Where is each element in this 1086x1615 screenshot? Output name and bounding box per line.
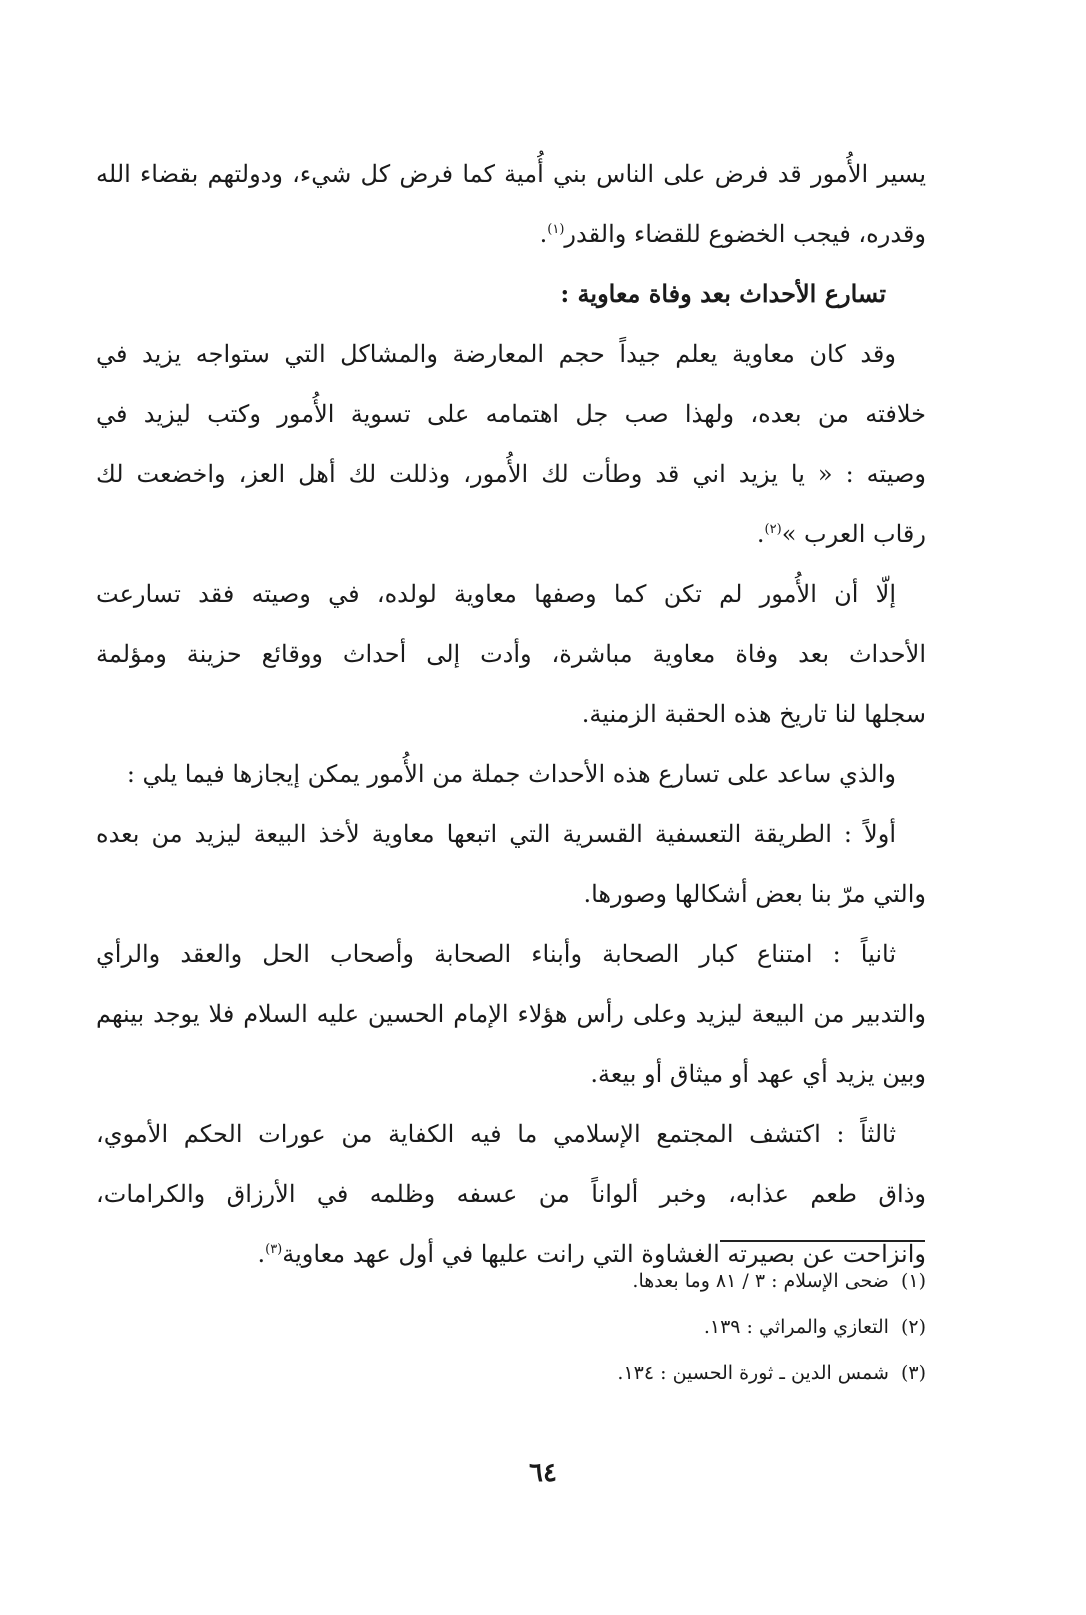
page-number: ٦٤ — [529, 1458, 557, 1488]
text-line-content: وقدره، فيجب الخضوع للقضاء والقدر — [564, 220, 926, 248]
footnote-number: (١) — [900, 1270, 926, 1292]
text-line-content: وانزاحت عن بصيرته الغشاوة التي رانت عليها في أول عهد معاوية — [282, 1240, 926, 1268]
footnote-item — [96, 1304, 926, 1350]
footnote-divider — [720, 1240, 925, 1242]
footnote-ref: (٢) — [764, 522, 782, 537]
text-line — [96, 204, 926, 264]
text-line: ثانياً : امتناع كبار الصحابة وأبناء الصحابة وأصحاب الحل والعقد والرأي — [96, 940, 896, 968]
text-line: إلّا أن الأُمور لم تكن كما وصفها معاوية لولده، في وصيته فقد تسارعت — [96, 580, 896, 608]
line-period: . — [539, 220, 548, 248]
footnote-number: (٢) — [900, 1316, 926, 1338]
footnote-item — [96, 1258, 926, 1304]
text-line: والتي مرّ بنا بعض أشكالها وصورها. — [583, 880, 926, 908]
text-line: ثالثاً : اكتشف المجتمع الإسلامي ما فيه الكفاية من عورات الحكم الأموي، — [96, 1120, 896, 1148]
text-line: وذاق طعم عذابه، وخبر ألواناً من عسفه وظلمه في الأرزاق والكرامات، — [96, 1180, 926, 1208]
text-line: الأحداث بعد وفاة معاوية مباشرة، وأدت إلى أحداث ووقائع حزينة ومؤلمة — [96, 640, 926, 668]
footnote-text: شمس الدين ـ ثورة الحسين : ١٣٤. — [617, 1362, 889, 1384]
line-period: . — [257, 1240, 266, 1268]
text-line: والذي ساعد على تسارع هذه الأحداث جملة من الأُمور يمكن إيجازها فيما يلي : — [126, 760, 896, 788]
text-line: أولاً : الطريقة التعسفية القسرية التي اتبعها معاوية لأخذ البيعة ليزيد من بعده — [96, 820, 896, 848]
text-line: خلافته من بعده، ولهذا صب جل اهتمامه على تسوية الأُمور وكتب ليزيد في — [96, 400, 926, 428]
footnote-ref: (١) — [547, 222, 565, 237]
text-line: سجلها لنا تاريخ هذه الحقبة الزمنية. — [581, 700, 926, 728]
footnotes — [96, 1258, 926, 1396]
text-line: يسير الأُمور قد فرض على الناس بني أُمية كما فرض كل شيء، ودولتهم بقضاء الله — [96, 160, 926, 188]
section-heading: تسارع الأحداث بعد وفاة معاوية : — [560, 279, 886, 308]
text-line: والتدبير من البيعة ليزيد وعلى رأس هؤلاء الإمام الحسين عليه السلام فلا يوجد بينهم — [96, 1000, 926, 1028]
footnote-text: التعازي والمراثي : ١٣٩. — [703, 1316, 889, 1338]
footnote-text: ضحى الإسلام : ٣ / ٨١ وما بعدها. — [632, 1270, 889, 1292]
footnote-number: (٣) — [900, 1362, 926, 1384]
text-line: وصيته : « يا يزيد اني قد وطأت لك الأُمور، وذللت لك أهل العز، واخضعت لك — [96, 460, 926, 488]
text-line-content: رقاب العرب » — [781, 520, 926, 548]
text-line: وقد كان معاوية يعلم جيداً حجم المعارضة والمشاكل التي ستواجه يزيد في — [96, 340, 896, 368]
text-line: وبين يزيد أي عهد أو ميثاق أو بيعة. — [590, 1060, 926, 1088]
footnote-ref: (٣) — [265, 1242, 283, 1257]
main-text — [96, 144, 926, 1284]
line-period: . — [756, 520, 765, 548]
text-line — [96, 504, 926, 564]
footnote-item — [96, 1350, 926, 1396]
